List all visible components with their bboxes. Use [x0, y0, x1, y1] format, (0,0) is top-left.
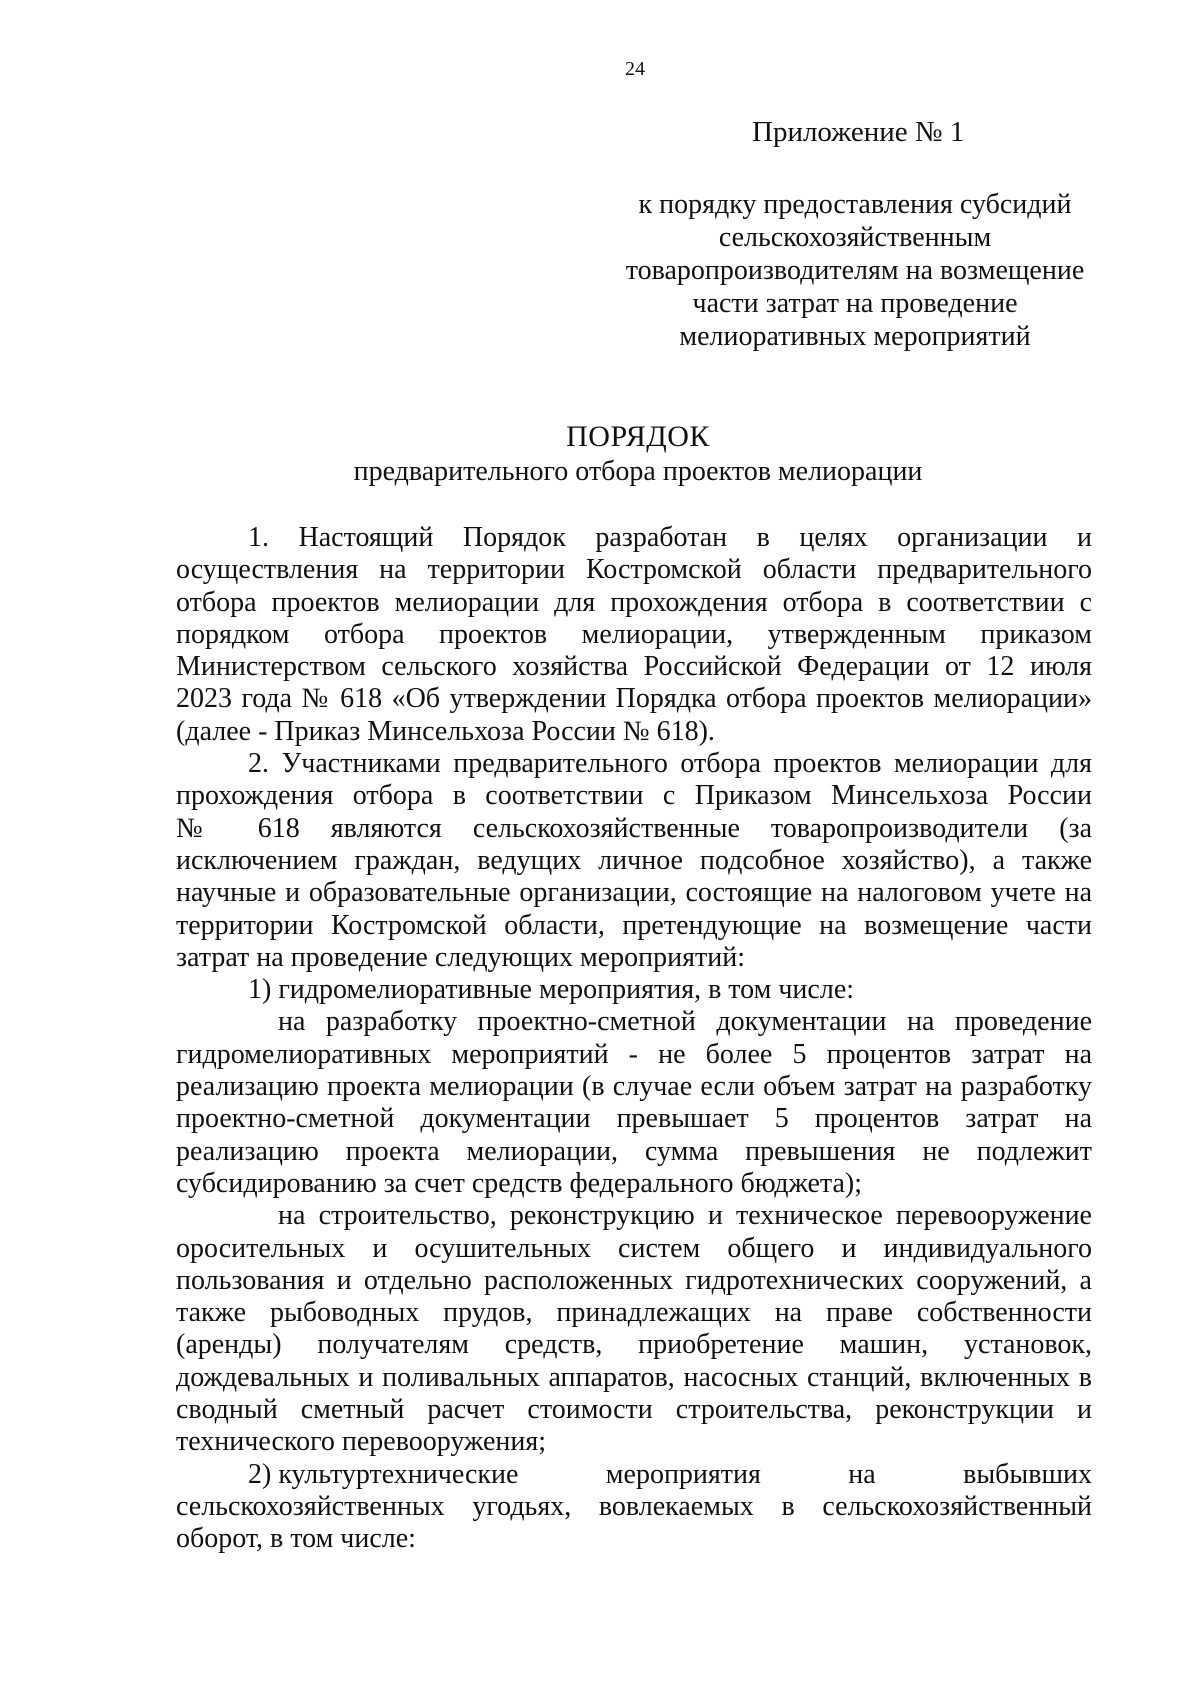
text-line: сельскохозяйственных угодьях, вовлекаемых в сельскохозяйственный	[176, 1490, 1092, 1522]
text-line: на разработку проектно-сметной документации на проведение	[278, 1006, 1092, 1038]
text-line: субсидированию за счет средств федерального бюджета);	[176, 1167, 863, 1199]
appendix-reference-line: товаропроизводителям на возмещение	[625, 255, 1085, 286]
text-line: также рыбоводных прудов, принадлежащих на праве собственности	[176, 1297, 1092, 1329]
text-line: 2. Участниками предварительного отбора проектов мелиорации для	[248, 748, 1092, 780]
list-item-2	[176, 1459, 1092, 1556]
text-line: осуществления на территории Костромской области предварительного	[176, 554, 1092, 586]
page-number: 24	[625, 58, 645, 80]
text-line: (аренды) получателям средств, приобретение машин, установок,	[176, 1329, 1092, 1361]
text-line: 1. Настоящий Порядок разработан в целях организации и	[248, 522, 1092, 553]
paragraph-2	[176, 748, 1092, 974]
text-line: гидромелиоративных мероприятий - не более 5 процентов затрат на	[176, 1038, 1092, 1070]
paragraph-1	[176, 522, 1092, 748]
text-line: № 618 являются сельскохозяйственные товаропроизводители (за	[176, 812, 1092, 844]
list-item-heading	[176, 1459, 1092, 1491]
text-line: дождевальных и поливальных аппаратов, насосных станций, включенных в	[176, 1361, 1092, 1393]
heading-word: выбывших	[963, 1458, 1092, 1490]
list-item-heading: 1) гидромелиоративные мероприятия, в том числе:	[248, 974, 855, 1006]
text-line: научные и образовательные организации, состоящие на налоговом учете на	[176, 877, 1092, 909]
document-title: ПОРЯДОК	[566, 420, 710, 453]
text-line: на строительство, реконструкцию и техническое перевооружение	[278, 1200, 1092, 1232]
appendix-reference	[600, 188, 1110, 353]
text-line: отбора проектов мелиорации для прохождения отбора в соответствии с	[176, 586, 1092, 618]
text-line: проектно-сметной документации превышает 5 процентов затрат на	[176, 1103, 1092, 1135]
text-line: прохождения отбора в соответствии с Приказом Минсельхоза России	[176, 780, 1092, 812]
heading-word: на	[848, 1458, 876, 1490]
text-line: территории Костромской области, претендующие на возмещение части	[176, 909, 1092, 941]
text-line: исключением граждан, ведущих личное подсобное хозяйство), а также	[176, 844, 1092, 876]
heading-word: мероприятия	[605, 1458, 761, 1490]
text-line: Министерством сельского хозяйства Российской Федерации от 12 июля	[176, 651, 1092, 683]
document-body	[176, 522, 1092, 1556]
appendix-reference-line: мелиоративных мероприятий	[679, 321, 1031, 352]
text-line: (далее - Приказ Минсельхоза России № 618).	[176, 715, 715, 747]
heading-word: 2) культуртехнические	[248, 1458, 519, 1490]
text-line: сводный сметный расчет стоимости строительства, реконструкции и	[176, 1394, 1092, 1426]
appendix-reference-line: части затрат на проведение	[692, 288, 1018, 319]
appendix-title: Приложение № 1	[752, 116, 965, 148]
text-line: порядком отбора проектов мелиорации, утвержденным приказом	[176, 618, 1092, 650]
appendix-reference-line: сельскохозяйственным	[718, 222, 992, 253]
text-line: 2023 года № 618 «Об утверждении Порядка отбора проектов мелиорации»	[176, 683, 1092, 715]
text-line: реализацию проекта мелиорации, сумма превышения не подлежит	[176, 1135, 1092, 1167]
text-line: оросительных и осушительных систем общего и индивидуального	[176, 1232, 1092, 1264]
text-line: оборот, в том числе:	[176, 1523, 416, 1555]
appendix-reference-line: к порядку предоставления субсидий	[638, 189, 1072, 220]
text-line: реализацию проекта мелиорации (в случае если объем затрат на разработку	[176, 1071, 1092, 1103]
list-item-1	[176, 974, 1092, 1458]
document-subtitle: предварительного отбора проектов мелиорации	[353, 456, 923, 487]
text-line: пользования и отдельно расположенных гидротехнических сооружений, а	[176, 1264, 1092, 1296]
text-line: затрат на проведение следующих мероприятий:	[176, 941, 746, 973]
text-line: технического перевооружения;	[176, 1426, 547, 1458]
